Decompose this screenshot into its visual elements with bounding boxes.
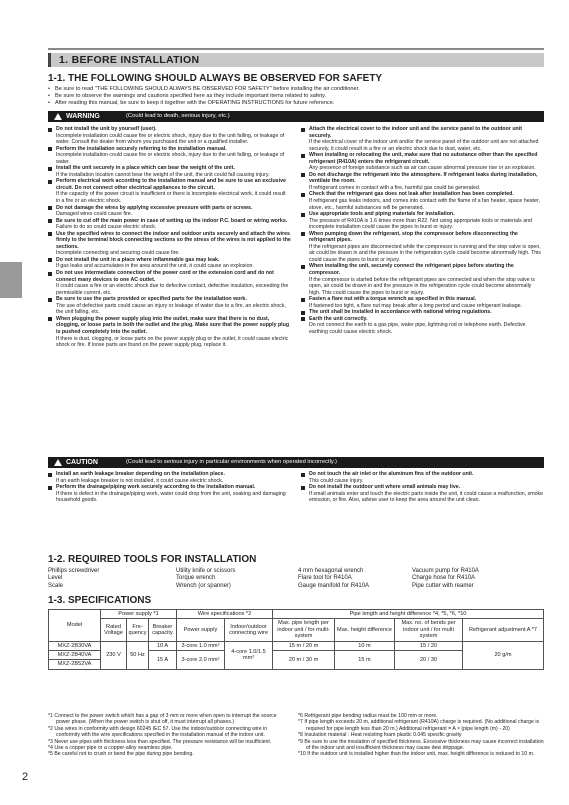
safety-item-title: Do not discharge the refrigerant into the atmosphere. If refrigerant leaks during installation, ventilate the room. bbox=[309, 171, 538, 185]
caution-bar bbox=[48, 457, 544, 468]
safety-item bbox=[48, 296, 291, 316]
safety-item-body: This could cause injury. bbox=[309, 477, 364, 484]
safety-item-title: Do not use intermediate connection of the power cord or the extension cord and do not connect many devices to one AC outlet. bbox=[56, 270, 274, 283]
table-header: Power supply bbox=[177, 619, 225, 641]
caution-label: CAUTION bbox=[66, 459, 98, 466]
safety-item-title: Fasten a flare nut with a torque wrench as specified in this manual. bbox=[309, 296, 477, 303]
warning-label: WARNING bbox=[66, 113, 100, 120]
tool-item: Vacuum pump for R410A bbox=[412, 568, 479, 574]
footnote: *4 Use a copper pipe or a copper-alloy seamless pipe. bbox=[48, 745, 173, 752]
intro-bullet: • Be sure to observe the warnings and cautions specified here as they include important items related to safety. bbox=[48, 93, 544, 100]
tool-item: Level bbox=[48, 575, 63, 582]
tools-column bbox=[176, 568, 235, 590]
safety-item-body: If the refrigerant pipes are disconnected while the compressor is running and the stop valve is open, air could be drawn in and the pressure in the refrigeration cycle could become abnormally high. This could cause the pipes to burst or injury. bbox=[309, 243, 541, 263]
safety-item-body: The pressure of R410A is 1.6 times more than R22. Not using appropriate tools or materials and incomplete installation could cause the pipes to burst or injury. bbox=[309, 217, 532, 231]
section-header bbox=[48, 53, 544, 67]
safety-item bbox=[301, 263, 544, 296]
warning-icon bbox=[54, 113, 62, 120]
safety-item bbox=[301, 471, 544, 484]
safety-item-body: If gas leaks and accumulates in the area around the unit, it could cause an explosion. bbox=[56, 263, 254, 270]
safety-item bbox=[301, 316, 544, 336]
tool-item: Torque wrench bbox=[176, 575, 216, 582]
top-rule bbox=[48, 48, 544, 50]
footnote: *5 Be careful not to crush or bend the pipe during pipe bending. bbox=[48, 751, 194, 758]
safety-item-body: If the electrical cover of the indoor unit and/or the service panel of the outdoor unit are not attached securely, it could result in a fire or an electric shock due to dust, water, etc. bbox=[309, 139, 539, 152]
table-header: Rated Voltage bbox=[101, 619, 127, 641]
intro-bullet: • After reading this manual, be sure to keep it together with the OPERATING INSTRUCTIONS for future reference. bbox=[48, 100, 544, 107]
caution-columns bbox=[48, 471, 544, 531]
safety-item-title: Attach the electrical cover to the indoor unit and the service panel to the outdoor unit securely. bbox=[309, 126, 522, 139]
table-cell: 3-core 1.0 mm² bbox=[177, 641, 225, 650]
safety-item-body: If the capacity of the power circuit is insufficient or there is incomplete electrical work, it could result in a fire or an electric shock. bbox=[56, 191, 286, 205]
table-cell: 20 g/m bbox=[463, 641, 544, 669]
safety-item bbox=[48, 165, 291, 178]
safety-item-title: Earth the unit correctly. bbox=[309, 315, 368, 322]
table-header: Pipe length and height difference *4, *5, *6, *10 bbox=[273, 610, 544, 619]
safety-item-title: The unit shall be installed in accordance with national wiring regulations. bbox=[309, 309, 492, 316]
safety-item-title: Do not touch the air inlet or the aluminum fins of the outdoor unit. bbox=[309, 471, 474, 477]
table-header: Indoor/outdoor connecting wire bbox=[225, 619, 273, 641]
safety-item-title: Check that the refrigerant gas does not leak after installation has been completed. bbox=[309, 191, 514, 198]
table-cell: 10 A bbox=[149, 641, 177, 650]
safety-item-title: Do not install the unit in a place where inflammable gas may leak. bbox=[56, 256, 220, 263]
side-tab-marker bbox=[0, 262, 22, 298]
subsection-title-safety: 1-1. THE FOLLOWING SHOULD ALWAYS BE OBSERVED FOR SAFETY bbox=[48, 73, 383, 84]
safety-item-body: If an earth leakage breaker is not installed, it could cause electric shock. bbox=[56, 477, 224, 484]
footnote: *2 Use wires in conformity with design 60245 IEC 57. Use the indoor/outdoor connecting wire in conformity with the wire specifications specified in the installation manual of the indoor unit. bbox=[48, 725, 268, 739]
safety-item-body: If refrigerant gas leaks indoors, and comes into contact with the flame of a fan heater, space heater, stove, etc., harmful substances will be generated. bbox=[309, 198, 540, 211]
safety-item bbox=[301, 172, 544, 192]
tools-column bbox=[48, 568, 99, 590]
table-cell: 15 A bbox=[149, 651, 177, 670]
safety-item-title: Do not damage the wires by applying excessive pressure with parts or screws. bbox=[56, 204, 253, 211]
tool-item: Charge hose for R410A bbox=[412, 575, 476, 582]
safety-item bbox=[301, 126, 544, 152]
safety-item bbox=[301, 484, 544, 504]
table-header: Breaker capacity bbox=[149, 619, 177, 641]
footnote: *7 If pipe length exceeds 20 m, additional refrigerant (R410A) charge is required. (No additional charge is required for pipe length less than 20 m.) Additional refrigerant = A × (pipe length (m) - 20) bbox=[298, 719, 540, 732]
warning-right-column bbox=[301, 126, 544, 336]
table-cell: 50 Hz bbox=[127, 641, 149, 669]
tool-item: Gauge manifold for R410A bbox=[298, 582, 370, 589]
safety-item bbox=[301, 152, 544, 172]
safety-item-body: If the compressor is started before the refrigerant pipes are connected and when the stop valve is open, air could be drawn in and the pressure in the refrigeration cycle could become abnormally high. This could cause the pipes to burst or injury. bbox=[309, 276, 535, 296]
footnote: *8 Insulation material : Heat resisting foam plastic 0.045 specific gravity bbox=[298, 732, 462, 739]
safety-item-title: Perform electrical work according to the installation manual and be sure to use an exclusive circuit. Do not connect other electrical appliances to the circuit. bbox=[56, 178, 286, 191]
tool-item: Wrench (or spanner) bbox=[176, 582, 231, 589]
safety-item-title: Perform the drainage/piping work securely according to the installation manual. bbox=[56, 484, 256, 491]
safety-item-title: Perform the installation securely referring to the installation manual. bbox=[56, 145, 227, 152]
safety-item-body: Incomplete connecting and securing could cause fire. bbox=[56, 250, 180, 257]
warning-columns bbox=[48, 126, 544, 456]
safety-item-title: Install the unit securely in a place which can bear the weight of the unit. bbox=[56, 165, 235, 172]
safety-item-body: Any presence of foreign substance such as air can cause abnormal pressure rise or an explosion. bbox=[309, 165, 536, 172]
table-cell: 20 / 30 bbox=[395, 651, 463, 670]
tool-item: 4 mm hexagonal wrench bbox=[298, 568, 364, 574]
safety-item-title: Be sure to cut off the main power in case of setting up the indoor P.C. board or wiring works. bbox=[56, 217, 288, 224]
safety-item-body: Failure to do so could cause electric shock. bbox=[56, 224, 157, 231]
safety-item bbox=[48, 231, 291, 257]
safety-item-body: The use of defective parts could cause an injury or leakage of water due to a fire, an electric shock, the unit falling, etc. bbox=[56, 302, 286, 316]
safety-item bbox=[48, 257, 291, 270]
safety-item bbox=[301, 231, 544, 264]
safety-item-body: If small animals enter and touch the electric parts inside the unit, it could cause a malfunction, smoke emission, or fire. Also, advise user to keep the area around the unit clean. bbox=[309, 490, 544, 504]
table-header: Wire specifications *2 bbox=[177, 610, 273, 619]
safety-item-body: If the installation location cannot bear the weight of the unit, the unit could fall causing injury. bbox=[56, 171, 270, 178]
safety-item-title: When plugging the power supply plug into the outlet, make sure that there is no dust, clogging, or loose parts in both the outlet and the plug. Make sure that the power supply plug is pushed completely into the outlet. bbox=[56, 315, 290, 335]
subsection-title-tools: 1-2. REQUIRED TOOLS FOR INSTALLATION bbox=[48, 554, 257, 565]
safety-item bbox=[48, 270, 291, 296]
safety-item-body: Incomplete installation could cause fire or electric shock, injury due to the unit falling, or leakage of water. Consult the dealer from whom you purchased the unit or a qualified installer. bbox=[56, 132, 285, 146]
table-cell: 20 m / 30 m bbox=[273, 651, 335, 670]
safety-item-body: Incomplete installation could cause fire or electric shock, injury due to the unit falling, or leakage of water. bbox=[56, 152, 285, 165]
table-cell: MXZ-2B40VA bbox=[49, 651, 101, 660]
safety-item-title: When installing the unit, securely connect the refrigerant pipes before starting the compressor. bbox=[309, 263, 514, 277]
specifications-table bbox=[48, 609, 544, 670]
caution-left-column bbox=[48, 471, 291, 504]
intro-bullets bbox=[48, 86, 544, 106]
footnote: *9 Be sure to use the insulation of specified thickness. Excessive thickness may cause incorrect installation of the indoor unit and insufficient thickness may cause dew drippage. bbox=[298, 738, 544, 752]
tool-item: Flare tool for R410A bbox=[298, 575, 352, 582]
table-cell: 15 / 20 bbox=[395, 641, 463, 650]
warning-subtitle: (Could lead to death, serious injury, etc.) bbox=[126, 113, 230, 119]
footnote: *1 Connect to the power switch which has a gap of 3 mm or more when open to interrupt the source power phase. (When the power switch is shut off, it must interrupt all phases.) bbox=[48, 713, 277, 726]
footnote: *3 Never use pipes with thickness less than specified. The pressure resistance will be insufficient. bbox=[48, 738, 272, 745]
safety-item-body: If fastened too tight, a flare nut may break after a long period and cause refrigerant leakage. bbox=[309, 302, 523, 309]
safety-item-body: It could cause a fire or an electric shock due to defective contact, defective insulation, exceeding the permissible current, etc. bbox=[56, 283, 289, 296]
warning-left-column bbox=[48, 126, 291, 349]
caution-right-column bbox=[301, 471, 544, 504]
safety-item bbox=[301, 296, 544, 309]
tool-item: Utility knife or scissors bbox=[176, 568, 236, 574]
safety-item-title: Do not install the outdoor unit where small animals may live. bbox=[309, 484, 461, 491]
table-cell: 15 m bbox=[335, 651, 395, 670]
safety-item-title: When pumping down the refrigerant, stop the compressor before disconnecting the refrigerant pipes. bbox=[309, 230, 518, 244]
table-header: Refrigerant adjustment A *7 bbox=[463, 619, 544, 641]
tools-column bbox=[298, 568, 369, 590]
intro-bullet: • Be sure to read "THE FOLLOWING SHOULD ALWAYS BE OBSERVED FOR SAFETY" before installing the air conditioner. bbox=[48, 86, 544, 93]
table-cell: 230 V bbox=[101, 641, 127, 669]
table-cell: 10 m bbox=[335, 641, 395, 650]
page-number: 2 bbox=[22, 771, 29, 783]
safety-item-title: Use the specified wires to connect the indoor and outdoor units securely and attach the wires firmly to the terminal block connecting sections so the stress of the wires is not applied to the sections. bbox=[56, 230, 291, 250]
safety-item bbox=[48, 178, 291, 204]
table-cell: MXZ-2B30VA bbox=[49, 641, 101, 650]
safety-item-title: Use appropriate tools and piping materials for installation. bbox=[309, 211, 455, 218]
footnote: *10 If the outdoor unit is installed higher than the indoor unit, max. height difference is reduced to 10 m. bbox=[298, 751, 535, 758]
table-cell: 4-core 1.0/1.5 mm² bbox=[225, 641, 273, 669]
table-cell: 15 m / 20 m bbox=[273, 641, 335, 650]
safety-item-title: Be sure to use the parts provided or specified parts for the installation work. bbox=[56, 296, 247, 303]
footnote: *6 Refrigerant pipe bending radius must be 100 mm or more. bbox=[298, 713, 438, 719]
safety-item-body: Do not connect the earth to a gas pipe, water pipe, lightning rod or telephone earth. Defective earthing could cause electric shock. bbox=[309, 322, 526, 335]
table-header: Max. pipe length per indoor unit / for multi-system bbox=[273, 619, 335, 641]
tools-column bbox=[412, 568, 479, 590]
safety-item-title: Install an earth leakage breaker depending on the installation place. bbox=[56, 471, 225, 477]
safety-item bbox=[48, 484, 291, 504]
table-header: Model bbox=[49, 610, 101, 642]
safety-item bbox=[301, 191, 544, 211]
caution-subtitle: (Could lead to serious injury in particular environments when operated incorrectly.) bbox=[126, 459, 337, 465]
footnotes-right bbox=[298, 713, 544, 758]
tool-item: Scale bbox=[48, 582, 64, 589]
safety-item-title: Do not install the unit by yourself (user). bbox=[56, 126, 157, 132]
safety-item bbox=[48, 218, 291, 231]
safety-item-body: If there is dust, clogging, or loose parts on the power supply plug or the outlet, it could cause electric shock or fire. If loose parts are found on the power supply plug, replace it. bbox=[56, 335, 289, 349]
safety-item bbox=[301, 211, 544, 231]
tool-item: Phillips screwdriver bbox=[48, 568, 100, 574]
safety-item-body: If there is defect in the drainage/piping work, water could drop from the unit, soaking and damaging household goods. bbox=[56, 490, 286, 504]
warning-bar bbox=[48, 111, 544, 122]
table-cell: 3-core 2.0 mm² bbox=[177, 651, 225, 670]
safety-item bbox=[48, 316, 291, 349]
safety-item bbox=[48, 471, 291, 484]
safety-item bbox=[48, 126, 291, 146]
safety-item-body: If refrigerant comes in contact with a fire, harmful gas could be generated. bbox=[309, 184, 481, 191]
tool-item: Pipe cutter with reamer bbox=[412, 582, 474, 589]
section-title: 1. BEFORE INSTALLATION bbox=[59, 54, 200, 66]
table-cell: MXZ-2B52VA bbox=[49, 660, 101, 669]
table-header: Max. height difference bbox=[335, 619, 395, 641]
table-header: Max. no. of bends per indoor unit / for multi system bbox=[395, 619, 463, 641]
safety-item-body: Damaged wires could cause fire. bbox=[56, 211, 133, 218]
table-header: Power supply *1 bbox=[101, 610, 177, 619]
subsection-title-specs: 1-3. SPECIFICATIONS bbox=[48, 595, 152, 606]
table-header: Fre- quency bbox=[127, 619, 149, 641]
safety-item bbox=[48, 146, 291, 166]
caution-icon bbox=[54, 459, 62, 466]
safety-item-title: When installing or relocating the unit, make sure that no substance other than the specified refrigerant (R410A) enters the refrigerant circuit. bbox=[309, 152, 538, 165]
safety-item bbox=[48, 205, 291, 218]
footnotes-left bbox=[48, 713, 286, 758]
